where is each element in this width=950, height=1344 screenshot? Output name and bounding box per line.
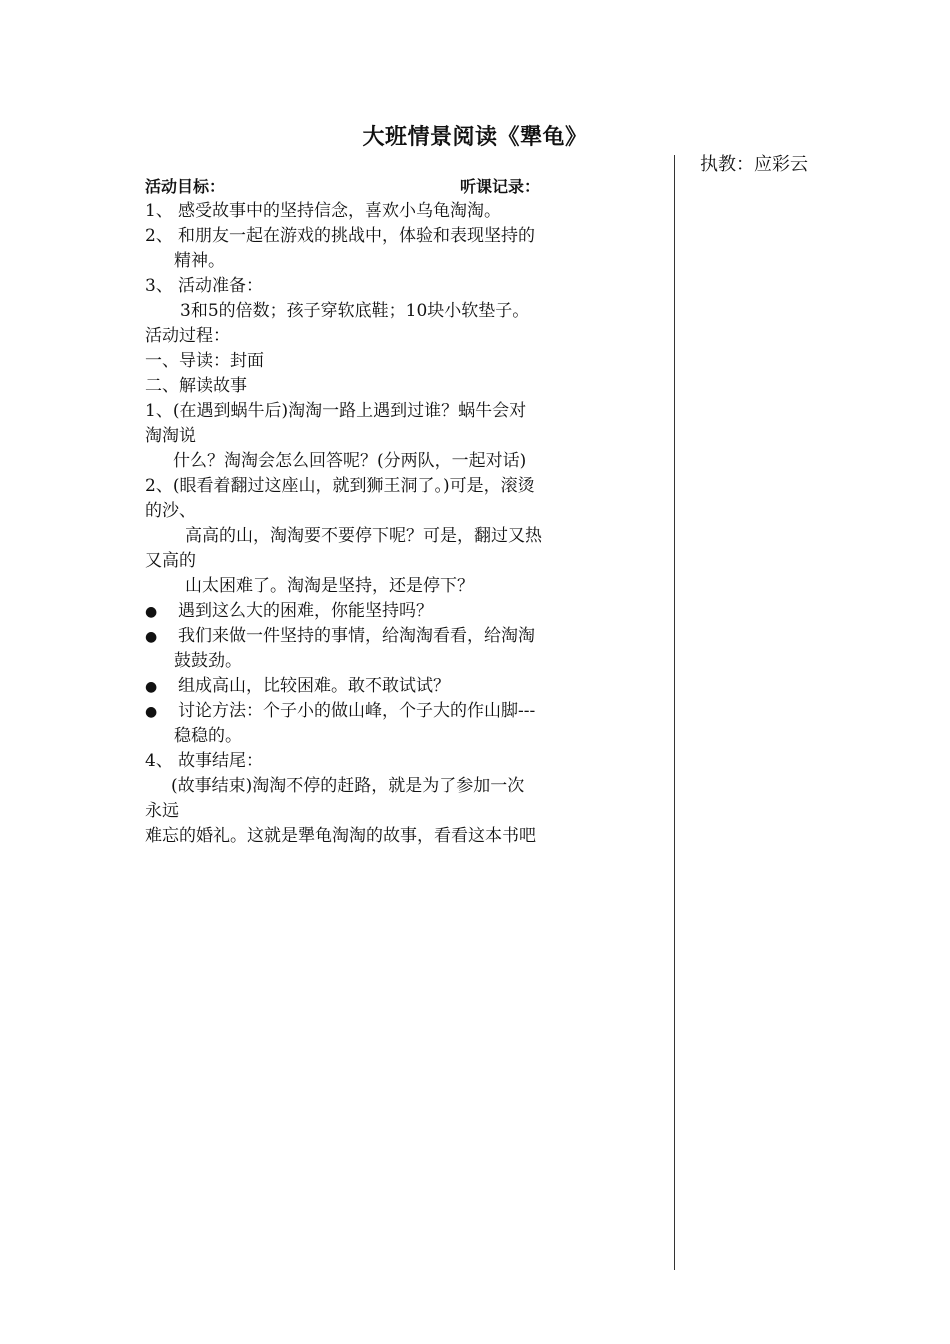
bullet-item	[145, 624, 585, 649]
story-paragraph-line: 的沙、	[145, 501, 196, 521]
bullet-text-continued: 稳稳的。	[174, 726, 242, 746]
ending-item	[145, 749, 585, 774]
step-intro: 一、导读：封面	[145, 351, 264, 371]
bullet-text: 讨论方法：个子小的做山峰，个子大的作山脚---	[178, 701, 536, 721]
goal-text: 和朋友一起在游戏的挑战中，体验和表现坚持的	[178, 226, 535, 246]
story-paragraph-line: 什么？淘淘会怎么回答呢？(分两队，一起对话)	[173, 451, 527, 471]
story-paragraph-line: 山太困难了。淘淘是坚持，还是停下？	[185, 576, 474, 596]
lesson-plan-body	[145, 174, 585, 849]
bullet-icon: ●	[145, 629, 158, 645]
page-title: 大班情景阅读《犟龟》	[362, 125, 588, 150]
bullet-text: 组成高山，比较困难。敢不敢试试？	[178, 676, 450, 696]
ending-title: 故事结尾：	[178, 751, 263, 771]
goal-text: 活动准备：	[178, 276, 263, 296]
goal-item	[145, 274, 585, 299]
bullet-icon: ●	[145, 704, 158, 720]
bullet-item	[145, 699, 585, 724]
goal-number: 2、	[145, 226, 173, 246]
ending-number: 4、	[145, 751, 173, 771]
bullet-item	[145, 599, 585, 624]
story-paragraph-line: 淘淘说	[145, 426, 196, 446]
goal-number: 3、	[145, 276, 173, 296]
column-divider	[674, 155, 675, 1270]
goal-item	[145, 199, 585, 224]
bullet-text: 遇到这么大的困难，你能坚持吗？	[178, 601, 433, 621]
notes-heading: 听课记录：	[460, 177, 541, 196]
preparation-text: 3和5的倍数；孩子穿软底鞋；10块小软垫子。	[180, 301, 530, 321]
goal-number: 1、	[145, 201, 173, 221]
story-paragraph-line: 又高的	[145, 551, 196, 571]
bullet-item	[145, 674, 585, 699]
process-title: 活动过程：	[145, 326, 230, 346]
section-headings	[145, 174, 585, 199]
ending-paragraph-line: (故事结束)淘淘不停的赶路，就是为了参加一次	[171, 776, 525, 796]
story-paragraph-line: 2、(眼看着翻过这座山，就到狮王洞了。)可是，滚烫	[145, 476, 535, 496]
bullet-text-continued: 鼓鼓劲。	[174, 651, 242, 671]
goal-item	[145, 224, 585, 249]
teacher-name: 执教：应彩云	[700, 154, 808, 175]
bullet-text: 我们来做一件坚持的事情，给淘淘看看，给淘淘	[178, 626, 535, 646]
goal-text: 感受故事中的坚持信念，喜欢小乌龟淘淘。	[178, 201, 501, 221]
ending-paragraph-line: 难忘的婚礼。这就是犟龟淘淘的故事，看看这本书吧	[145, 826, 536, 846]
ending-paragraph-line: 永远	[145, 801, 179, 821]
bullet-icon: ●	[145, 604, 158, 620]
bullet-icon: ●	[145, 679, 158, 695]
story-paragraph-line: 高高的山，淘淘要不要停下呢？可是，翻过又热	[185, 526, 542, 546]
step-story: 二、解读故事	[145, 376, 247, 396]
goals-heading: 活动目标：	[145, 177, 226, 196]
goal-text-continued: 精神。	[174, 251, 225, 271]
story-paragraph-line: 1、(在遇到蜗牛后)淘淘一路上遇到过谁？蜗牛会对	[145, 401, 527, 421]
